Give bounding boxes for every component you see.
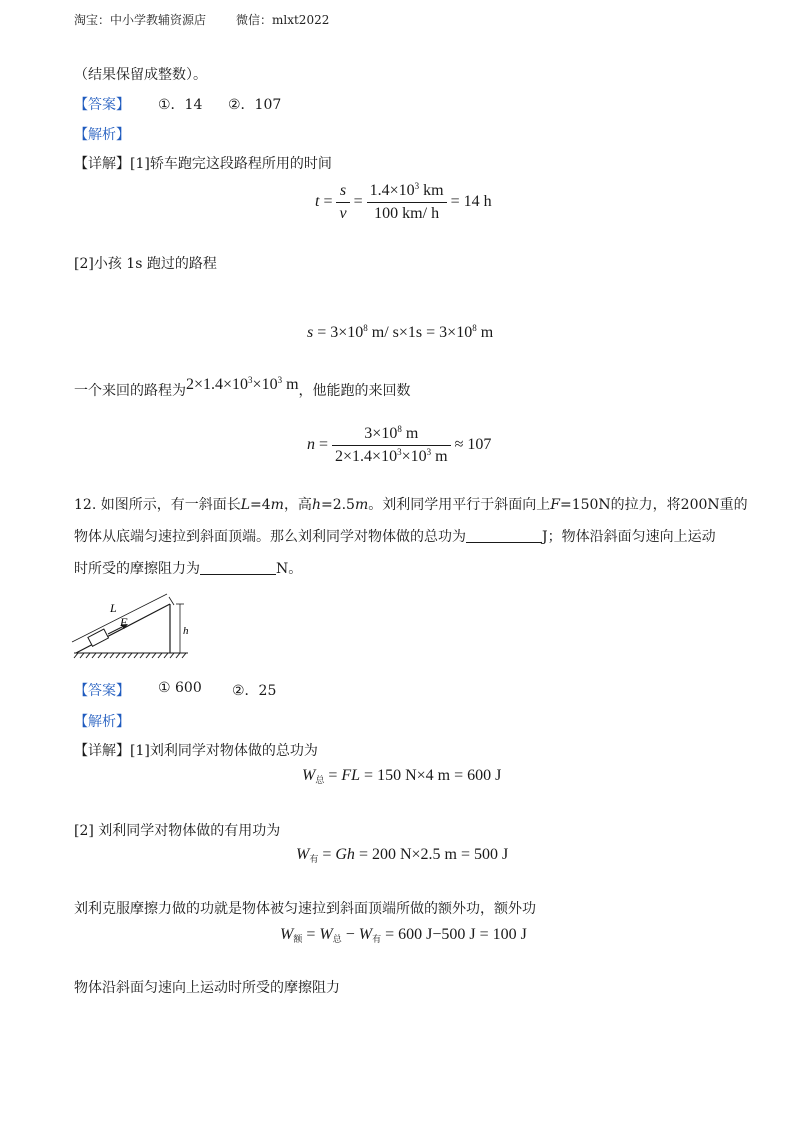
label-h: h: [183, 625, 189, 637]
answer-label-2: 【答案】: [74, 683, 130, 699]
formula-total-work: $W_总$ = FL = 150 N×4 m = 600 J: [302, 767, 502, 785]
question-12-line-3: [74, 558, 302, 580]
answer-blank-1[interactable]: [466, 528, 542, 543]
formula-distance: $s = 3\times 10^8$ m/ $s\times 1s = 3\times 10^8$ m: [307, 323, 494, 341]
detail-text: [1]轿车跑完这段路程所用的时间: [130, 156, 332, 172]
q-text: =150N的拉力，将200N重的: [559, 497, 748, 513]
formula-useful-work: $W_有 = Gh = 200$ N×2.5 m = 500 J: [296, 846, 509, 864]
detail-label: 【详解】: [74, 156, 130, 172]
q-text: ，高: [283, 497, 312, 513]
detail-text: [1]刘利同学对物体做的总功为: [130, 743, 318, 759]
detail-2-4: 物体沿斜面匀速向上运动时所受的摩擦阻力: [74, 980, 340, 996]
var-h: h: [311, 497, 321, 513]
detail-label: 【详解】: [74, 743, 130, 759]
q-text: N。: [276, 561, 303, 577]
label-F: F: [120, 615, 128, 629]
detail-2-2: [2] 刘利同学对物体做的有用功为: [74, 823, 281, 839]
result-note: （结果保留成整数）。: [74, 67, 207, 83]
answer-label: 【答案】: [74, 97, 130, 113]
formula-time: t = $\frac{s}{v}$ = $\frac{1.4\times 10^3 km}{100 km/ h}$ = 14 h: [315, 181, 492, 222]
header-shop: 淘宝：中小学教辅资源店: [74, 13, 207, 27]
detail-2: [2]小孩 1s 跑过的路程: [74, 256, 217, 272]
q-text: =4: [250, 497, 271, 513]
unit: m: [354, 497, 369, 513]
q-text: 。刘利同学用平行于斜面向上: [368, 497, 551, 513]
question-12-line-2: [74, 526, 716, 548]
formula-extra-work: $W_额 = W_总 - W_有 = 600$ J−500 J = 100 J: [280, 926, 527, 944]
answer-2-2: ②．25: [232, 683, 277, 699]
round-trip-post: ，他能跑的来回数: [298, 383, 411, 399]
var-F: F: [550, 497, 560, 513]
analysis-label-2: 【解析】: [74, 714, 130, 730]
detail-1: [74, 153, 332, 173]
q-text: 如图所示，有一斜面长: [100, 497, 241, 513]
answer-blank-2[interactable]: [200, 560, 276, 575]
round-trip-formula: $2\times 1.4\times 10^3\times 10^3$ m: [186, 375, 299, 393]
question-number: 12.: [74, 497, 97, 513]
q-text: 物体从底端匀速拉到斜面顶端。那么刘利同学对物体做的总功为: [74, 529, 466, 545]
detail-2-1: [74, 740, 318, 760]
incline-figure: [70, 590, 195, 662]
formula-count: n = $\frac{3\times 10^8 m}{2\times 1.4\times 10^3\times 10^3 m}$ ≈ 107: [307, 424, 492, 465]
round-trip-line: [74, 376, 411, 400]
q-text: J；物体沿斜面匀速向上运动: [542, 529, 716, 545]
answer-2: ②．107: [228, 97, 282, 113]
detail-2-3: 刘利克服摩擦力做的功就是物体被匀速拉到斜面顶端所做的额外功，额外功: [74, 901, 536, 917]
answer-1: ①．14: [158, 97, 203, 113]
ground-hatch: [74, 653, 188, 658]
var-L: L: [240, 497, 251, 513]
q-text: =2.5: [320, 497, 355, 513]
question-12-line-1: [74, 494, 748, 516]
q-text: 时所受的摩擦阻力为: [74, 561, 200, 577]
unit: m: [270, 497, 284, 513]
analysis-label: 【解析】: [74, 127, 130, 143]
header-wechat: 微信：mlxt2022: [236, 13, 330, 27]
label-L: L: [110, 601, 117, 615]
block: [88, 629, 109, 646]
answer-2-1: ① 600: [158, 680, 202, 696]
round-trip-pre: 一个来回的路程为: [74, 383, 186, 399]
